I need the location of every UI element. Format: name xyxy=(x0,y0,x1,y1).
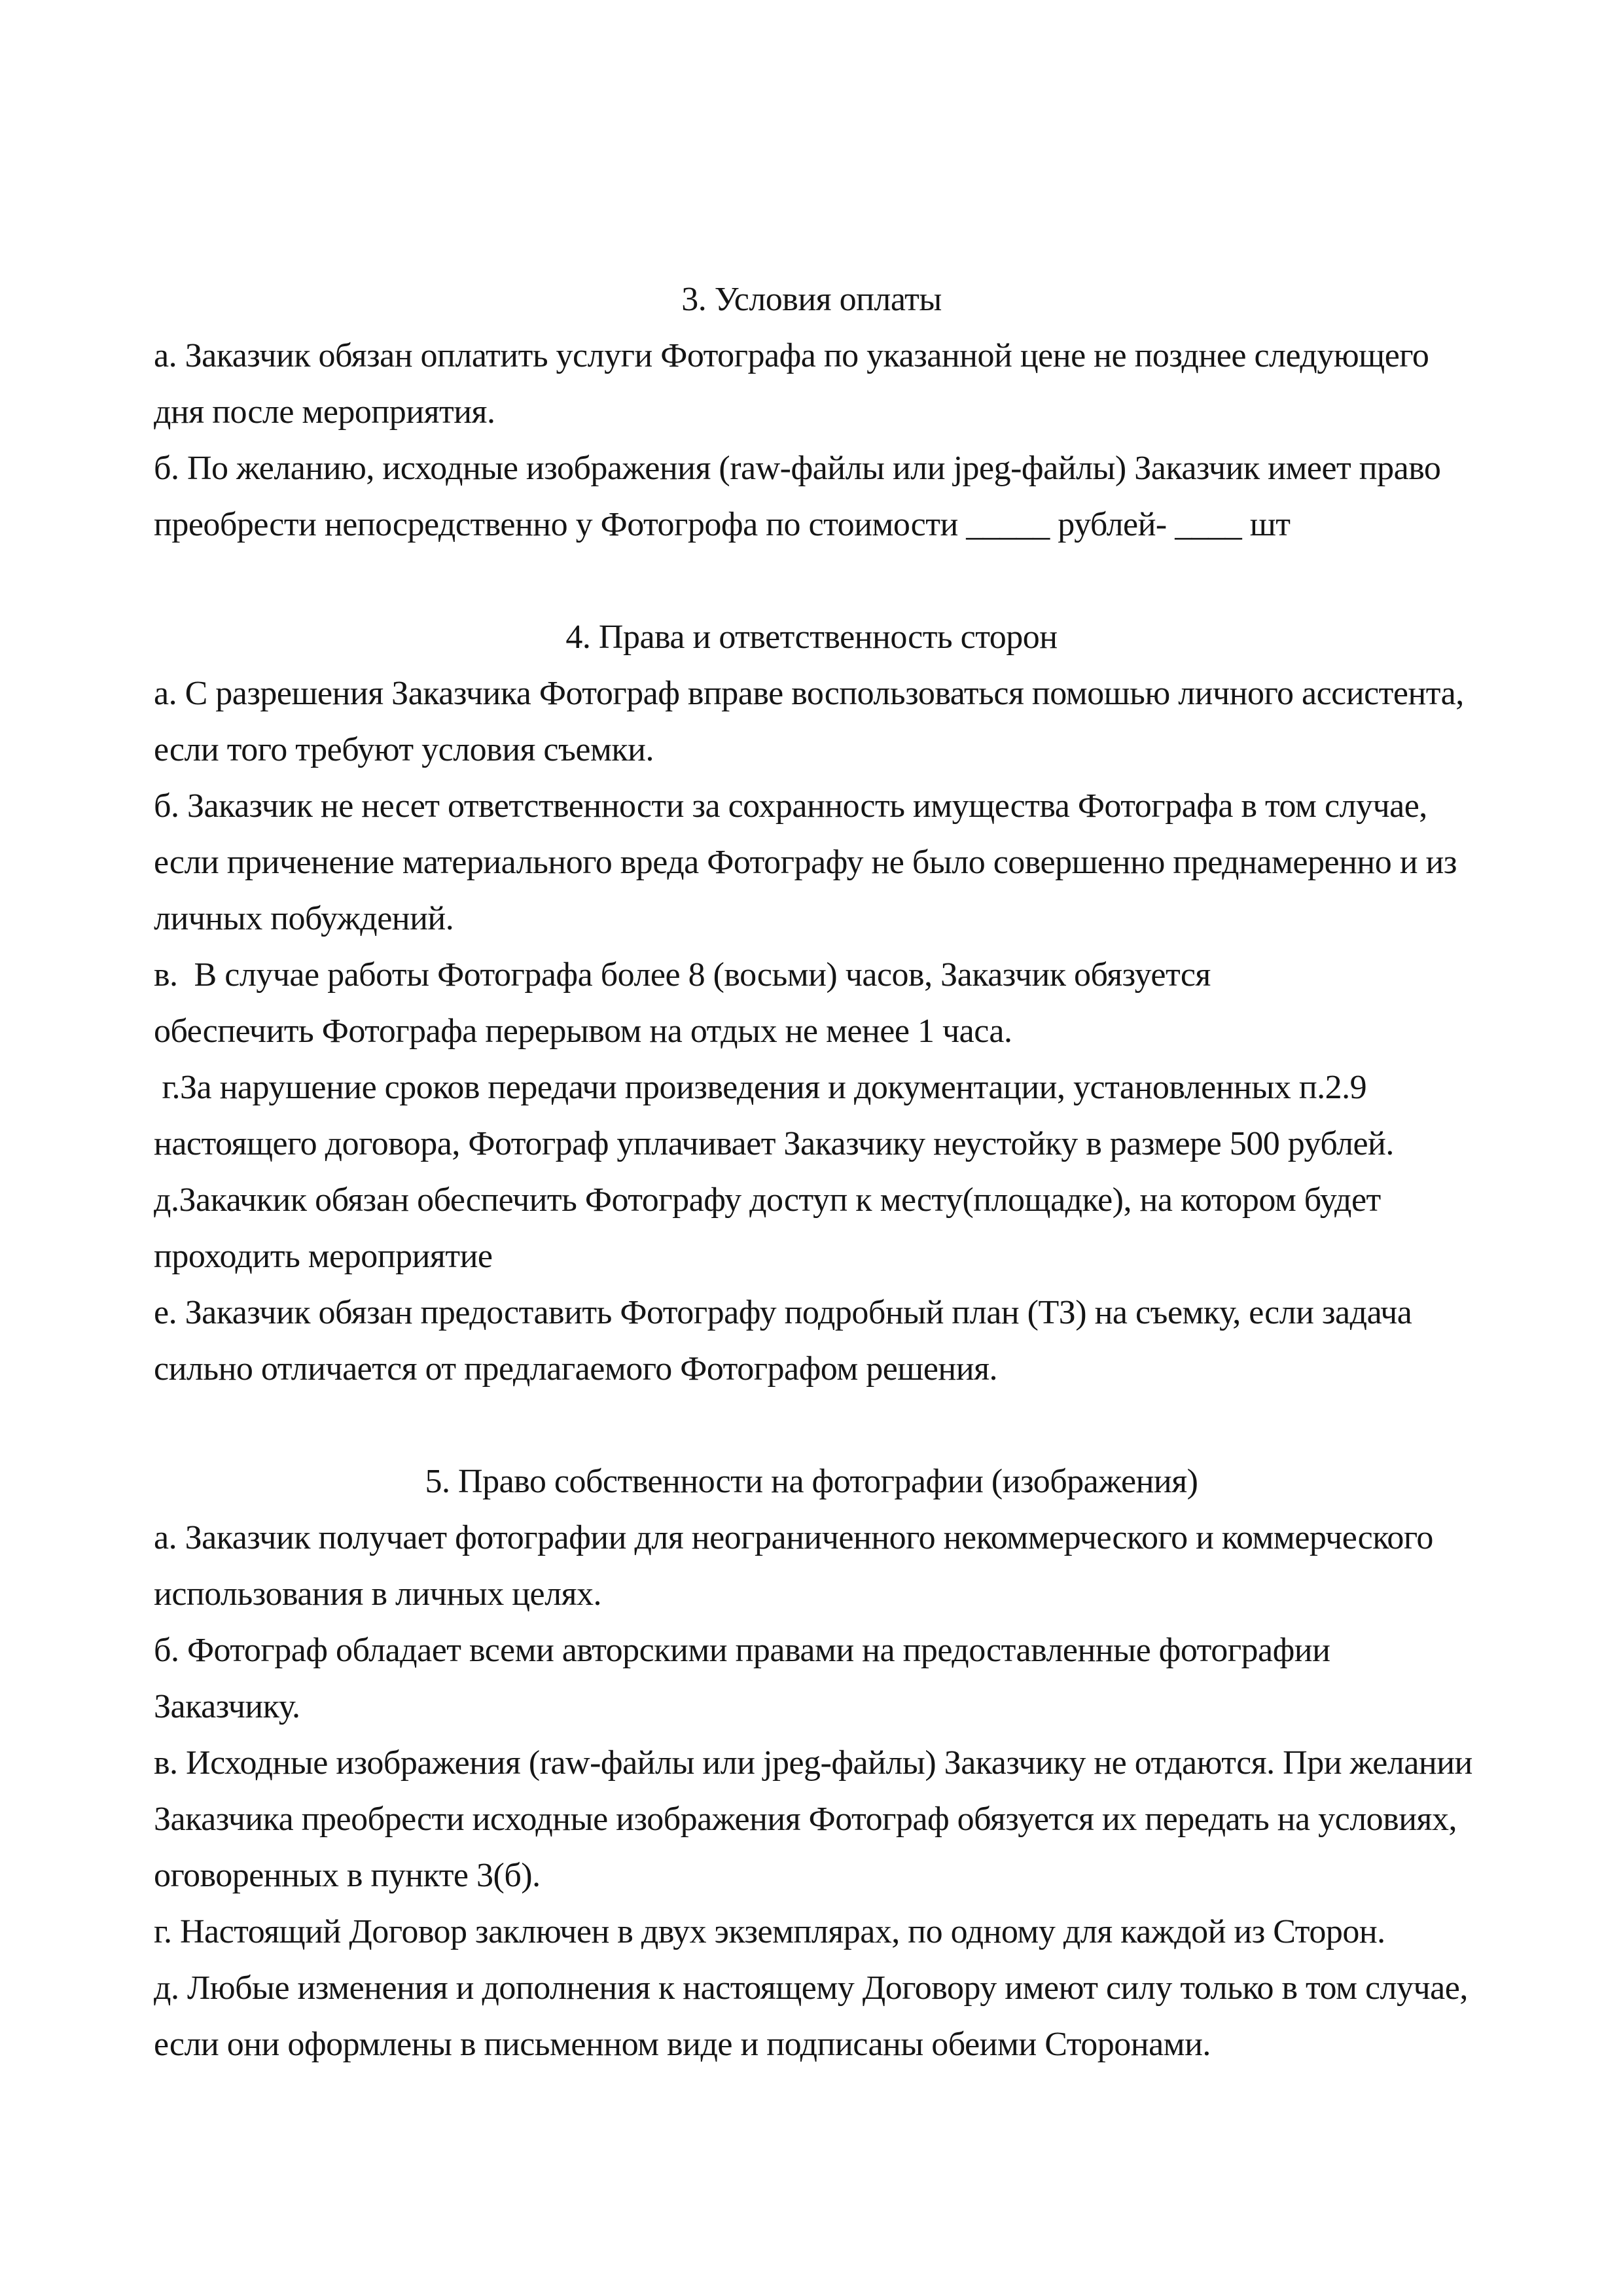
text-line: личных побуждений. xyxy=(154,900,454,937)
text-line: дня после мероприятия. xyxy=(154,393,495,431)
contract-text-block xyxy=(154,272,1472,2073)
text-line: в. В случае работы Фотографа более 8 (восьми) часов, Заказчик обязуется xyxy=(154,956,1211,994)
text-line: б. По желанию, исходные изображения (raw-файлы или jpeg-файлы) Заказчик имеет право xyxy=(154,450,1441,487)
section-heading: 4. Права и ответственность сторон xyxy=(565,619,1058,656)
text-line: Заказчика преобрести исходные изображения Фотограф обязуется их передать на условиях, xyxy=(154,1801,1457,1838)
text-line: а. Заказчик обязан оплатить услуги Фотографа по указанной цене не позднее следующего xyxy=(154,337,1429,374)
text-line: если того требуют условия съемки. xyxy=(154,731,654,768)
section-spacer xyxy=(154,553,1469,609)
text-line: оговоренных в пункте 3(б). xyxy=(154,1857,541,1894)
text-line: б. Заказчик не несет ответственности за сохранность имущества Фотографа в том случае, xyxy=(154,787,1427,825)
text-line: а. С разрешения Заказчика Фотограф вправе воспользоваться помошью личного ассистента, xyxy=(154,675,1464,712)
text-line: г.За нарушение сроков передачи произведения и документации, установленных п.2.9 xyxy=(154,1069,1367,1106)
text-line: если они оформлены в письменном виде и подписаны обеими Сторонами. xyxy=(154,2026,1211,2063)
text-line: сильно отличается от предлагаемого Фотографом решения. xyxy=(154,1350,997,1388)
text-line: если приченение материального вреда Фотографу не было совершенно преднамеренно и из xyxy=(154,844,1457,881)
text-line: преобрести непосредственно у Фотогрофа по стоимости _____ рублей- ____ шт xyxy=(154,506,1291,543)
section-heading: 5. Право собственности на фотографии (изображения) xyxy=(425,1463,1198,1500)
text-line: д.Закачкик обязан обеспечить Фотографу доступ к месту(площадке), на котором будет xyxy=(154,1181,1381,1219)
text-line: б. Фотограф обладает всеми авторскими правами на предоставленные фотографии xyxy=(154,1632,1330,1669)
text-line: е. Заказчик обязан предоставить Фотографу подробный план (ТЗ) на съемку, если задача xyxy=(154,1294,1412,1331)
text-line: проходить мероприятие xyxy=(154,1238,493,1275)
text-line: а. Заказчик получает фотографии для неограниченного некоммерческого и коммерческого xyxy=(154,1519,1433,1556)
section-spacer xyxy=(154,1397,1469,1454)
text-line: д. Любые изменения и дополнения к настоящему Договору имеют силу только в том случае, xyxy=(154,1969,1468,2007)
text-line: обеспечить Фотографа перерывом на отдых не менее 1 часа. xyxy=(154,1013,1012,1050)
section-heading: 3. Условия оплаты xyxy=(681,281,942,318)
text-line: в. Исходные изображения (raw-файлы или jpeg-файлы) Заказчику не отдаются. При желании xyxy=(154,1744,1472,1782)
text-line: настоящего договора, Фотограф уплачивает Заказчику неустойку в размере 500 рублей. xyxy=(154,1125,1394,1162)
text-line: Заказчику. xyxy=(154,1688,300,1725)
text-line: использования в личных целях. xyxy=(154,1575,601,1613)
text-line: г. Настоящий Договор заключен в двух экземплярах, по одному для каждой из Сторон. xyxy=(154,1913,1385,1950)
